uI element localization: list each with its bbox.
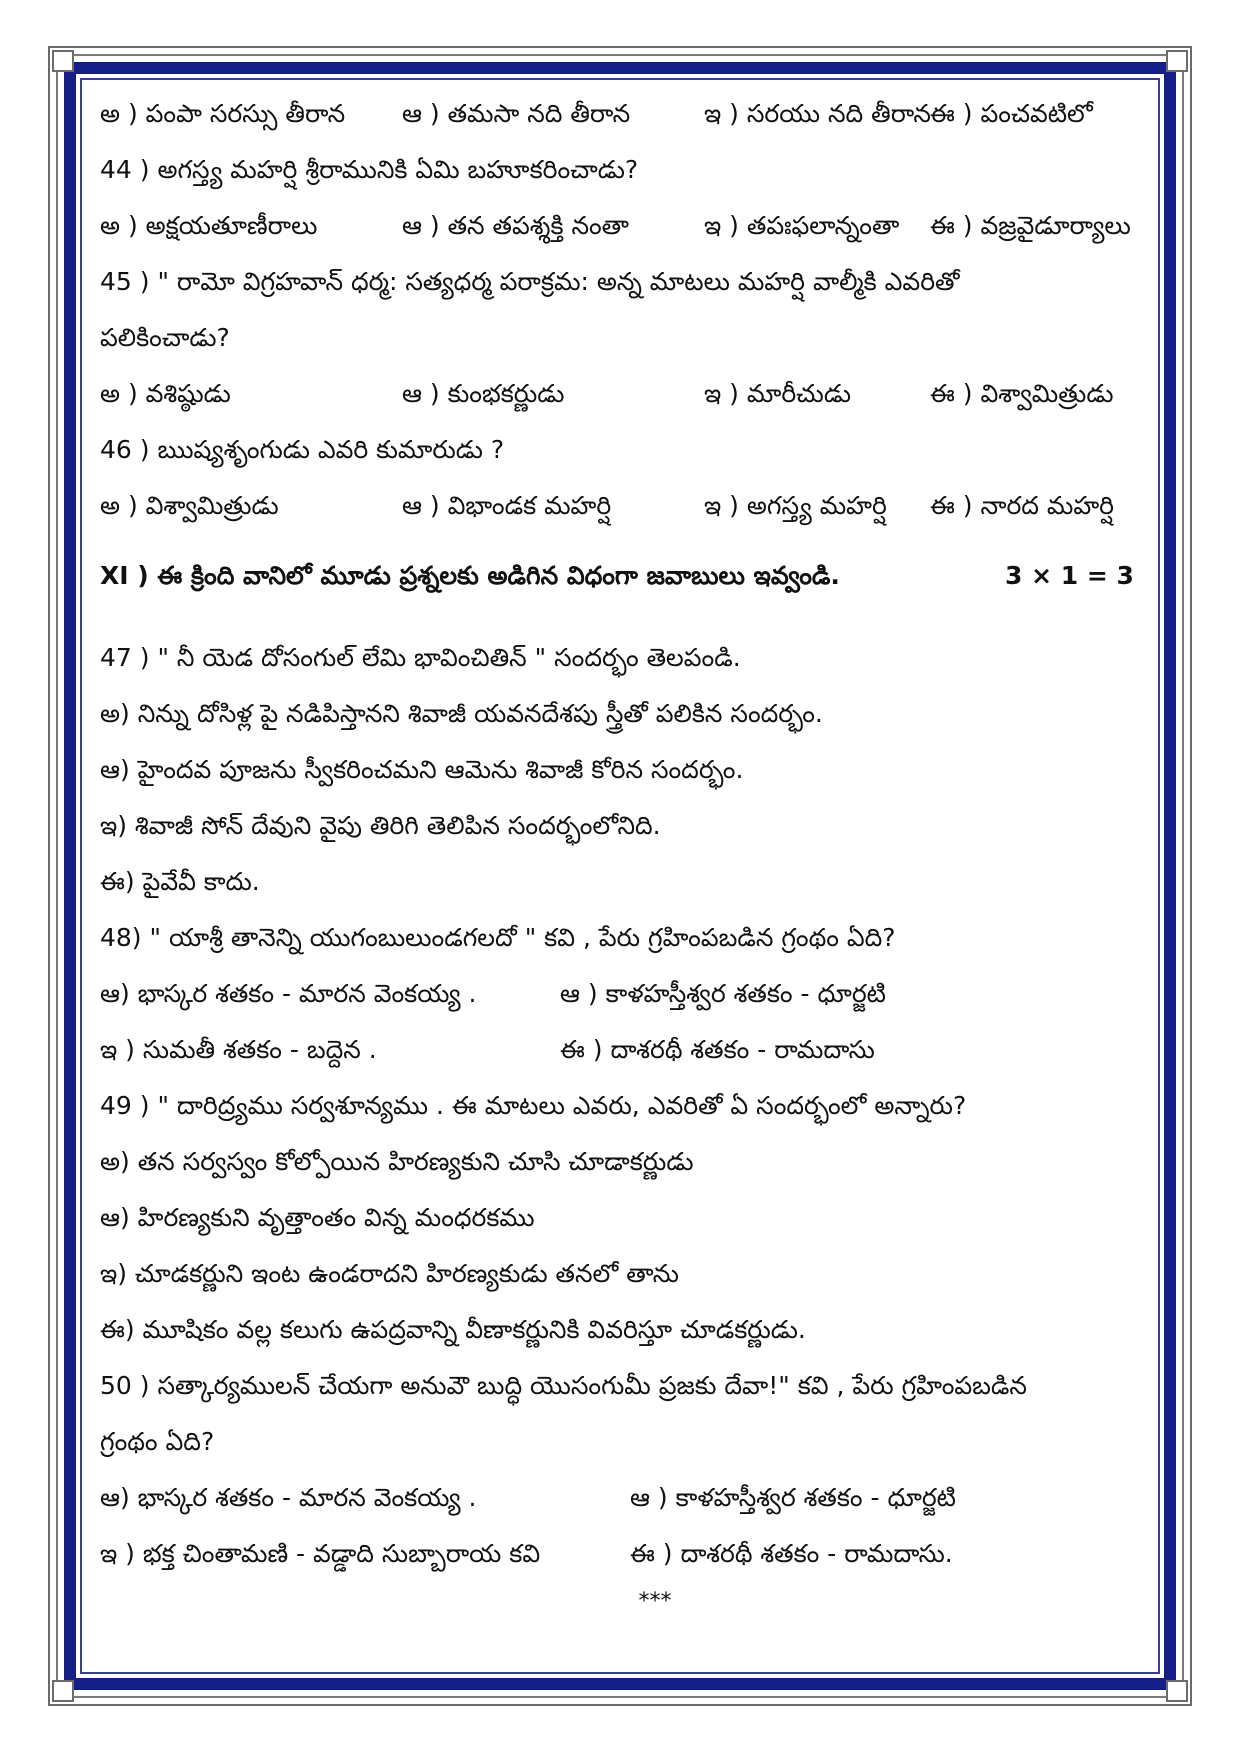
q50-option-d: ఈ ) దాశరథీ శతకం - రామదాసు. (630, 1539, 953, 1568)
end-mark: *** (638, 1589, 672, 1614)
q48-options-row-2 (100, 1022, 1150, 1078)
q44-option-c: ఇ ) తపఃఫలాన్నంతా (704, 211, 900, 240)
q49-option-a: అ) తన సర్వస్వం కోల్పోయిన హిరణ్యకుని చూసి చూడాకర్ణుడు (100, 1147, 694, 1176)
q43-option-d: ఈ ) పంచవటిలో (930, 99, 1093, 128)
q47-option-b: ఆ) హైందవ పూజను స్వీకరించమని ఆమెను శివాజీ కోరిన సందర్భం. (100, 755, 744, 784)
q47-option-a: అ) నిన్ను దోసిళ్ల పై నడిపిస్తానని శివాజీ యవనదేశపు స్త్రీతో పలికిన సందర్భం. (100, 699, 823, 728)
q45-question-line1: 45 ) " రామో విగ్రహవాన్ ధర్మ: సత్యధర్మ పరాక్రమ: అన్న మాటలు మహర్షి వాల్మీకి ఎవరితో (100, 267, 960, 296)
border-corner-bottom-right (1166, 1680, 1188, 1702)
q48-option-a: ఆ) భాస్కర శతకం - మారన వెంకయ్య . (100, 979, 477, 1008)
q48-option-b: ఆ ) కాళహస్తీశ్వర శతకం - ధూర్జటి (560, 979, 886, 1008)
q49-option-c: ఇ) చూడకర్ణుని ఇంట ఉండరాదని హిరణ్యకుడు తనలో తాను (100, 1259, 679, 1288)
q43-option-a: అ ) పంపా సరస్సు తీరాన (100, 99, 346, 128)
q44-option-d: ఈ ) వజ్రవైడూర్యాలు (930, 211, 1131, 240)
q44-options-row (100, 198, 1150, 254)
q48-option-c: ఇ ) సుమతీ శతకం - బద్దెన . (100, 1035, 377, 1064)
q49-question: 49 ) " దారిద్ర్యము సర్వశూన్యము . ఈ మాటలు ఎవరు, ఎవరితో ఏ సందర్భంలో అన్నారు? (100, 1091, 967, 1120)
q43-options-row (100, 86, 1150, 142)
q45-option-b: ఆ ) కుంభకర్ణుడు (402, 379, 565, 408)
q50-question-line2: గ్రంథం ఏది? (100, 1427, 215, 1456)
q50-option-b: ఆ ) కాళహస్తీశ్వర శతకం - ధూర్జటి (630, 1483, 956, 1512)
q46-options-row (100, 478, 1150, 534)
border-corner-bottom-left (52, 1680, 74, 1702)
q44-option-a: అ ) అక్షయతూణీరాలు (100, 211, 318, 240)
q46-option-b: ఆ ) విభాండక మహర్షి (402, 491, 612, 520)
q48-question: 48) " యాశ్రీ తానెన్ని యుగంబులుండగలదో " కవి , పేరు గ్రహింపబడిన గ్రంథం ఏది? (100, 923, 896, 952)
q48-option-d: ఈ ) దాశరథీ శతకం - రామదాసు (560, 1035, 875, 1064)
q46-option-c: ఇ ) అగస్త్య మహర్షి (704, 491, 887, 520)
section-heading (100, 548, 1150, 604)
q50-options-row-2 (100, 1526, 1150, 1582)
q43-option-b: ఆ ) తమసా నది తీరాన (402, 99, 631, 128)
q47-option-d: ఈ) పైవేవీ కాదు. (100, 867, 260, 896)
q45-option-d: ఈ ) విశ్వామిత్రుడు (930, 379, 1114, 408)
q45-question-line2: పలికించాడు? (100, 323, 230, 352)
border-corner-top-right (1166, 50, 1188, 72)
q45-option-c: ఇ ) మారీచుడు (704, 379, 851, 408)
section-marks: 3 × 1 = 3 (1005, 561, 1134, 590)
border-corner-top-left (52, 50, 74, 72)
section-title: XI ) ఈ క్రింది వానిలో మూడు ప్రశ్నలకు అడిగిన విధంగా జవాబులు ఇవ్వండి. (100, 561, 840, 590)
q46-option-d: ఈ ) నారద మహర్షి (930, 491, 1114, 520)
q44-question: 44 ) అగస్త్య మహర్షి శ్రీరామునికి ఏమి బహూకరించాడు? (100, 155, 639, 184)
q47-question: 47 ) " నీ యెడ దోసంగుల్ లేమి భావించితిన్ " సందర్భం తెలపండి. (100, 643, 741, 672)
q46-question: 46 ) ఋష్యశృంగుడు ఎవరి కుమారుడు ? (100, 435, 505, 464)
q45-options-row (100, 366, 1150, 422)
document-content (100, 86, 1150, 1622)
q50-option-a: ఆ) భాస్కర శతకం - మారన వెంకయ్య . (100, 1483, 477, 1512)
q50-option-c: ఇ ) భక్త చింతామణి - వడ్డాది సుబ్బారాయ కవి (100, 1539, 541, 1568)
q50-options-row-1 (100, 1470, 1150, 1526)
q47-option-c: ఇ) శివాజీ సోన్ దేవుని వైపు తిరిగి తెలిపిన సందర్భంలోనిది. (100, 811, 661, 840)
q46-option-a: అ ) విశ్వామిత్రుడు (100, 491, 279, 520)
q48-options-row-1 (100, 966, 1150, 1022)
q43-option-c: ఇ ) సరయు నది తీరాన (704, 99, 931, 128)
q49-option-d: ఈ) మూషికం వల్ల కలుగు ఉపద్రవాన్ని వీణాకర్ణునికి వివరిస్తూ చూడకర్ణుడు. (100, 1315, 806, 1344)
q44-option-b: ఆ ) తన తపశ్శక్తి నంతా (402, 211, 629, 240)
q45-option-a: అ ) వశిష్ఠుడు (100, 379, 231, 408)
q49-option-b: ఆ) హిరణ్యకుని వృత్తాంతం విన్న మంధరకము (100, 1203, 535, 1232)
q50-question-line1: 50 ) సత్కార్యములన్ చేయగా అనువౌ బుద్ధి యొసంగుమీ ప్రజకు దేవా!" కవి , పేరు గ్రహింపబడిన (100, 1371, 1027, 1400)
